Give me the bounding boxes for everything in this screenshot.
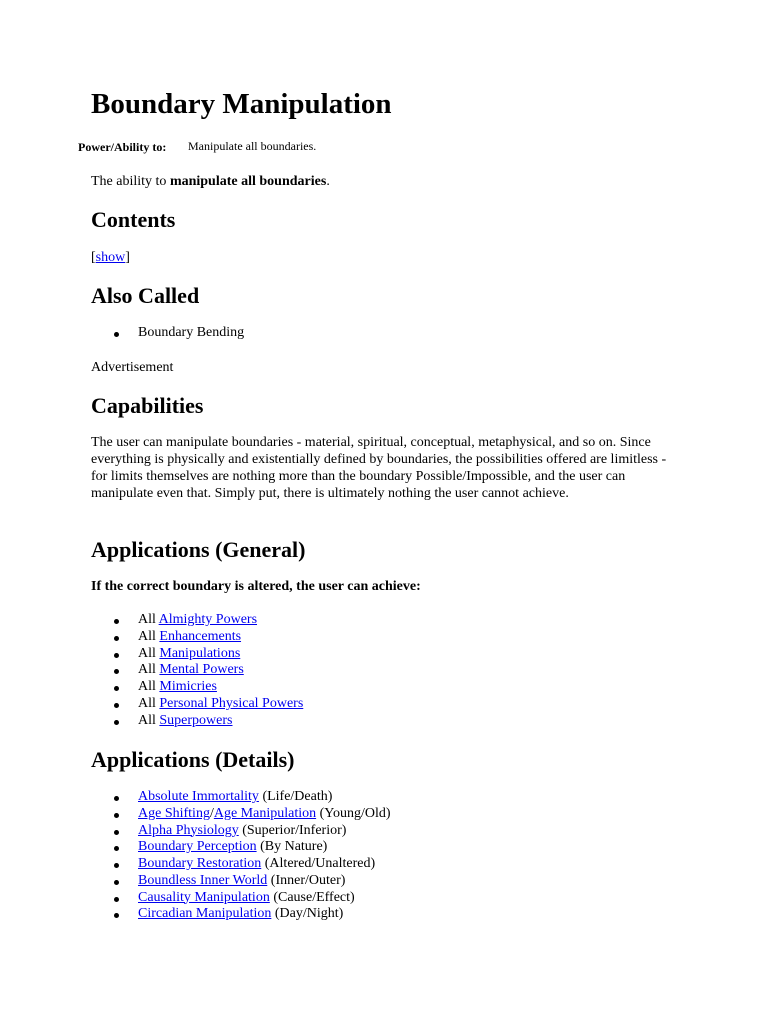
general-item-prefix: All <box>138 679 160 694</box>
general-item-prefix: All <box>138 612 159 627</box>
page-title: Boundary Manipulation <box>91 88 392 120</box>
infobox-value: Manipulate all boundaries. <box>188 139 317 153</box>
list-item <box>91 806 391 823</box>
details-item-link[interactable]: Absolute Immortality <box>138 789 259 804</box>
lead-bold: manipulate all boundaries <box>169 174 327 189</box>
general-item-link[interactable]: Mimicries <box>159 679 217 694</box>
general-item-link[interactable]: Mental Powers <box>159 662 244 678</box>
also-called-item: Boundary Bending <box>138 325 245 340</box>
details-item-link-secondary[interactable]: Age Manipulation <box>213 805 317 821</box>
details-item-separator: / <box>209 805 214 821</box>
bullet-icon <box>114 619 119 624</box>
bullet-icon <box>114 830 119 835</box>
details-item-link[interactable]: Causality Manipulation <box>138 889 270 905</box>
bullet-icon <box>114 686 119 691</box>
applications-general-list <box>91 612 303 729</box>
details-item-note: (Day/Night) <box>271 906 344 922</box>
toc-close-bracket: ] <box>125 250 130 265</box>
list-item <box>91 789 391 806</box>
general-item-link[interactable]: Superpowers <box>159 712 233 728</box>
details-item-note: (Cause/Effect) <box>269 889 355 905</box>
list-item <box>91 873 391 890</box>
details-item-link[interactable]: Alpha Physiology <box>138 822 239 838</box>
applications-details-list <box>91 789 391 923</box>
general-item-link[interactable]: Enhancements <box>159 628 242 644</box>
general-item-prefix: All <box>138 695 160 711</box>
bullet-icon <box>114 913 119 918</box>
toc-toggle <box>91 250 130 266</box>
details-item-note: (Inner/Outer) <box>267 872 346 888</box>
toc-show-link[interactable]: show <box>95 250 126 265</box>
toc-open-bracket: [ <box>91 250 96 265</box>
details-item-note: (Altered/Unaltered) <box>261 856 376 871</box>
list-item <box>91 856 391 873</box>
capabilities-heading: Capabilities <box>91 393 204 418</box>
details-item-link[interactable]: Age Shifting <box>138 805 210 821</box>
bullet-icon <box>114 863 119 868</box>
list-item <box>91 839 391 856</box>
general-item-link[interactable]: Manipulations <box>159 645 241 661</box>
bullet-icon <box>114 897 119 902</box>
general-item-prefix: All <box>138 662 160 678</box>
general-item-prefix: All <box>138 645 160 661</box>
details-item-link[interactable]: Boundary Perception <box>138 839 257 855</box>
also-called-list <box>91 325 244 342</box>
bullet-icon <box>114 653 119 658</box>
list-item <box>91 325 244 342</box>
applications-general-intro: If the correct boundary is altered, the user can achieve: <box>91 579 421 594</box>
list-item <box>91 696 303 713</box>
contents-heading: Contents <box>91 207 176 232</box>
list-item <box>91 713 303 730</box>
lead-prefix: The ability to <box>91 174 170 189</box>
bullet-icon <box>114 846 119 851</box>
list-item <box>91 823 391 840</box>
lead-suffix: . <box>326 174 330 189</box>
details-item-link[interactable]: Boundary Restoration <box>138 856 262 871</box>
also-called-heading: Also Called <box>91 283 200 308</box>
applications-details-heading: Applications (Details) <box>91 747 295 772</box>
capabilities-paragraph: The user can manipulate boundaries - material, spiritual, conceptual, metaphysical, and so on. Since everything is physically and existentially defined by boundaries, the possibilities offered are limitless - for limits themselves are nothing more than the boundary Possible/Impossible, and the user can manipulate even that. Simply put, there is ultimately nothing the user cannot achieve. <box>91 435 667 501</box>
applications-general-heading: Applications (General) <box>91 537 306 562</box>
general-item-prefix: All <box>138 712 160 728</box>
lead-paragraph <box>91 174 330 190</box>
bullet-icon <box>114 880 119 885</box>
list-item <box>91 679 303 696</box>
bullet-icon <box>114 332 119 337</box>
bullet-icon <box>114 796 119 801</box>
details-item-note: (Young/Old) <box>316 805 391 821</box>
details-item-note: (Life/Death) <box>258 789 333 804</box>
bullet-icon <box>114 669 119 674</box>
list-item <box>91 629 303 646</box>
bullet-icon <box>114 703 119 708</box>
list-item <box>91 662 303 679</box>
list-item <box>91 890 391 907</box>
details-item-note: (By Nature) <box>256 839 328 855</box>
bullet-icon <box>114 813 119 818</box>
details-item-note: (Superior/Inferior) <box>238 822 347 838</box>
general-item-link[interactable]: Personal Physical Powers <box>159 695 304 711</box>
general-item-link[interactable]: Almighty Powers <box>158 612 258 627</box>
list-item <box>91 612 303 629</box>
infobox-label: Power/Ability to: <box>78 140 167 154</box>
details-item-link[interactable]: Circadian Manipulation <box>138 906 272 922</box>
list-item <box>91 646 303 663</box>
list-item <box>91 906 391 923</box>
advertisement-label: Advertisement <box>91 360 174 375</box>
bullet-icon <box>114 720 119 725</box>
general-item-prefix: All <box>138 628 160 644</box>
details-item-link[interactable]: Boundless Inner World <box>138 872 268 888</box>
bullet-icon <box>114 636 119 641</box>
